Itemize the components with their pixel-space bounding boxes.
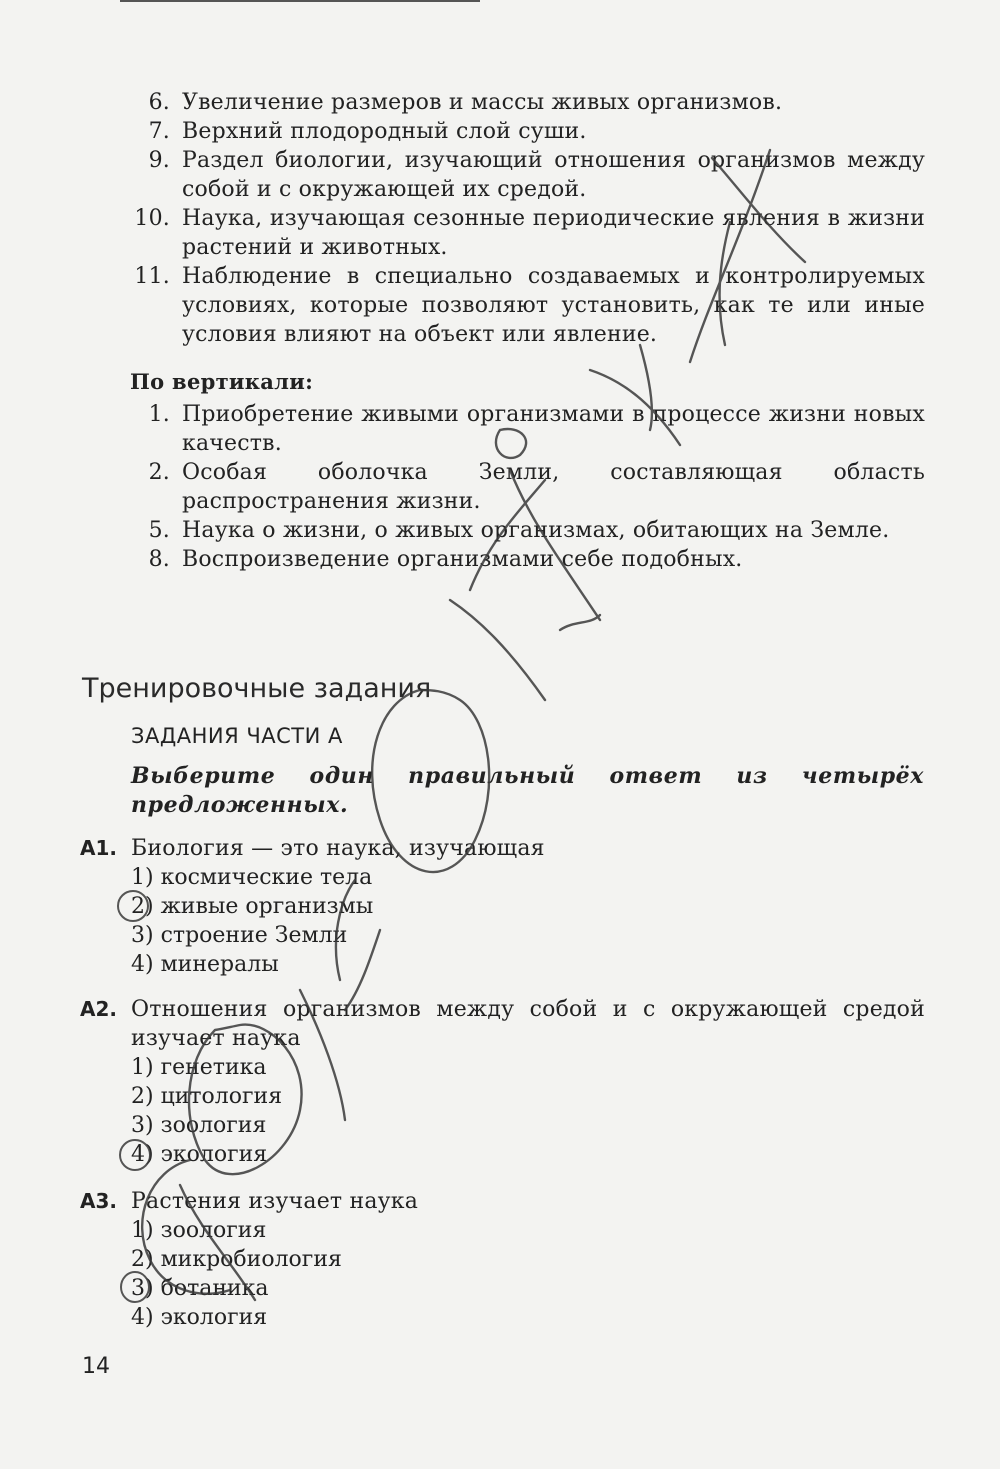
answer-option: 1) генетика (131, 1055, 267, 1080)
answer-option: 4) экология (131, 1305, 268, 1330)
question-text: Биология — это наука, изучающая (131, 836, 545, 861)
clue-item: 7. Верхний плодородный слой суши. (148, 119, 587, 144)
part-title: ЗАДАНИЯ ЧАСТИ А (131, 724, 343, 748)
clue-item: 11. Наблюдение в специально создаваемых и контролируемых условиях, которые позволяют установить, как те или иные условия влияют на объект или явление. (134, 264, 925, 347)
section-title: Тренировочные задания (82, 673, 432, 704)
clue-item: 8. Воспроизведение организмами себе подобных. (148, 547, 743, 572)
answer-option: 2) цитология (131, 1084, 283, 1109)
top-rule (120, 0, 480, 2)
page-number: 14 (82, 1354, 110, 1379)
answer-option: 1) космические тела (131, 865, 373, 890)
answer-option: 4) минералы (131, 952, 279, 977)
question-number: A3. (80, 1189, 117, 1213)
question-number: A2. (80, 997, 117, 1021)
question-a3 (80, 1187, 925, 1332)
clue-item: 1. Приобретение живыми организмами в процессе жизни новых качеств. (148, 402, 925, 456)
answer-option: 2) микробиология (131, 1247, 342, 1272)
question-text: Растения изучает наука (131, 1189, 419, 1214)
answer-option: 3) ботаника (131, 1276, 269, 1301)
vertical-heading: По вертикали: (130, 369, 314, 394)
answer-option: 2) живые организмы (131, 894, 374, 919)
clue-item: 9. Раздел биологии, изучающий отношения организмов между собой и с окружающей их средой. (148, 148, 925, 202)
answer-option: 1) зоология (131, 1218, 267, 1243)
clue-item: 2. Особая оболочка Земли, составляющая область распространения жизни. (148, 460, 925, 514)
clue-item: 10. Наука, изучающая сезонные периодические явления в жизни растений и животных. (134, 206, 925, 260)
answer-option: 3) строение Земли (131, 923, 348, 948)
clue-item: 6. Увеличение размеров и массы живых организмов. (148, 90, 783, 115)
question-a2 (80, 995, 925, 1169)
crossword-clues (130, 88, 925, 574)
answer-option: 4) экология (131, 1142, 268, 1167)
question-number: A1. (80, 836, 117, 860)
clue-item: 5. Наука о жизни, о живых организмах, обитающих на Земле. (148, 518, 890, 543)
question-text: Отношения организмов между собой и с окружающей средой изучает наука (131, 997, 925, 1051)
question-a1 (80, 834, 925, 979)
answer-option: 3) зоология (131, 1113, 267, 1138)
instruction: Выберите один правильный ответ из четырёх предложенных. (131, 763, 924, 818)
